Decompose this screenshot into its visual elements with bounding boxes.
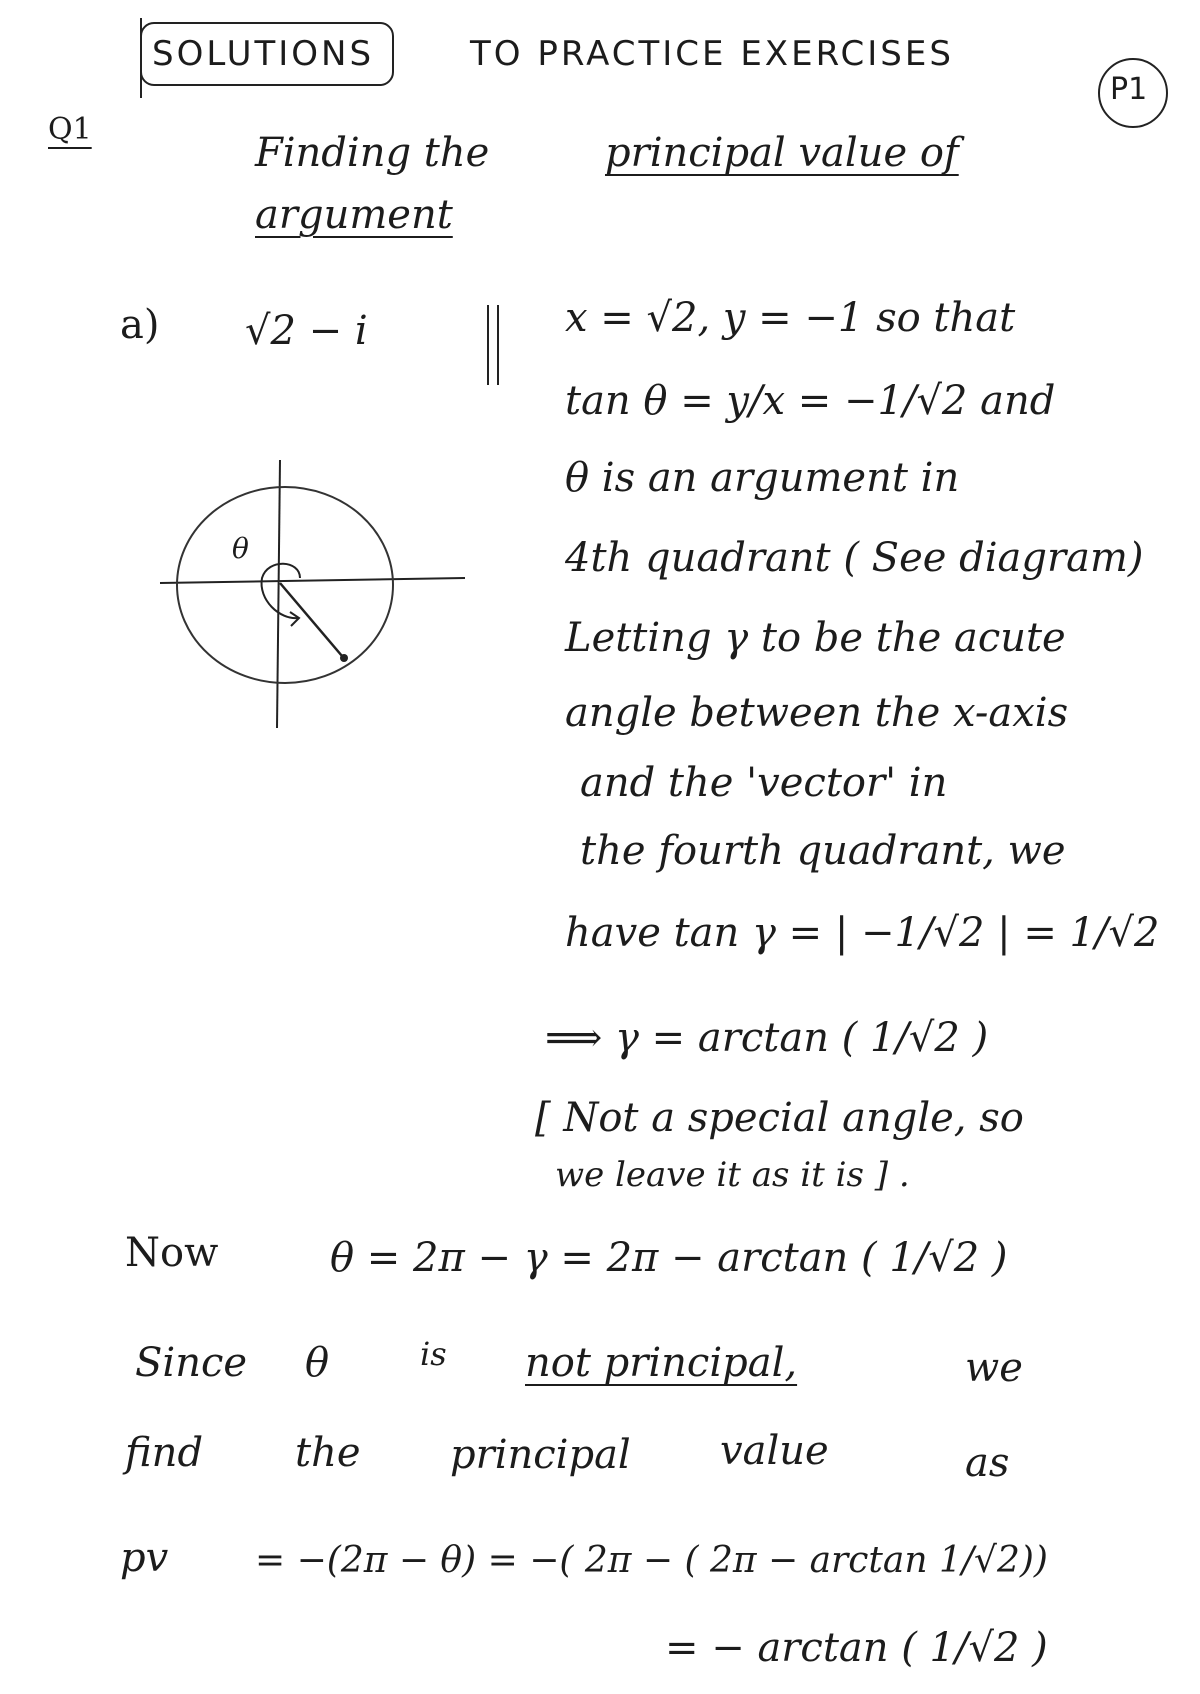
work-line-12: we leave it as it is ] . <box>555 1155 910 1195</box>
question-title-line2: argument <box>255 192 453 238</box>
work-line-5: Letting γ to be the acute <box>565 615 1066 661</box>
not-principal: not principal, <box>525 1340 798 1386</box>
work-line-1: x = √2, y = −1 so that <box>565 295 1016 341</box>
solutions-title: SOLUTIONS <box>152 34 375 74</box>
we-word: we <box>965 1345 1023 1391</box>
work-line-6: angle between the x-axis <box>565 690 1069 736</box>
page-mark: P1 <box>1110 72 1148 107</box>
question-number: Q1 <box>48 112 92 147</box>
is-word: is <box>420 1335 447 1373</box>
work-line-11: [ Not a special angle, so <box>535 1095 1024 1141</box>
diagram-theta-label: θ <box>232 532 249 565</box>
work-line-8: the fourth quadrant, we <box>580 828 1066 874</box>
work-line-7: and the 'vector' in <box>580 760 948 806</box>
question-title-a: Finding the <box>255 130 490 176</box>
value-word: value <box>720 1428 829 1474</box>
work-line-3: θ is an argument in <box>565 455 960 501</box>
header-title-rest: TO PRACTICE EXERCISES <box>470 34 954 74</box>
separator-line-1 <box>487 305 489 385</box>
now-label: Now <box>125 1230 219 1276</box>
work-line-9: have tan γ = | −1/√2 | = 1/√2 <box>565 910 1160 956</box>
work-line-10: ⟹ γ = arctan ( 1/√2 ) <box>545 1015 989 1061</box>
question-title-b: principal value of <box>605 130 959 176</box>
the-word: the <box>295 1430 361 1476</box>
separator-line-2 <box>497 305 499 385</box>
work-line-4: 4th quadrant ( See diagram) <box>565 535 1144 581</box>
now-equation: θ = 2π − γ = 2π − arctan ( 1/√2 ) <box>330 1235 1008 1281</box>
pv-equation-1: = −(2π − θ) = −( 2π − ( 2π − arctan 1/√2)) <box>255 1540 1048 1581</box>
pv-equation-2: = − arctan ( 1/√2 ) <box>665 1625 1048 1671</box>
since-word: Since <box>135 1340 248 1386</box>
principal-word: principal <box>450 1432 631 1478</box>
find-word: find <box>125 1430 204 1476</box>
work-line-2: tan θ = y/x = −1/√2 and <box>565 378 1056 424</box>
argand-diagram <box>150 450 480 740</box>
pv-label: pv <box>120 1535 169 1581</box>
as-word: as <box>965 1440 1010 1486</box>
part-expression: √2 − i <box>245 308 368 354</box>
part-label: a) <box>120 302 160 348</box>
theta-word: θ <box>305 1340 330 1386</box>
